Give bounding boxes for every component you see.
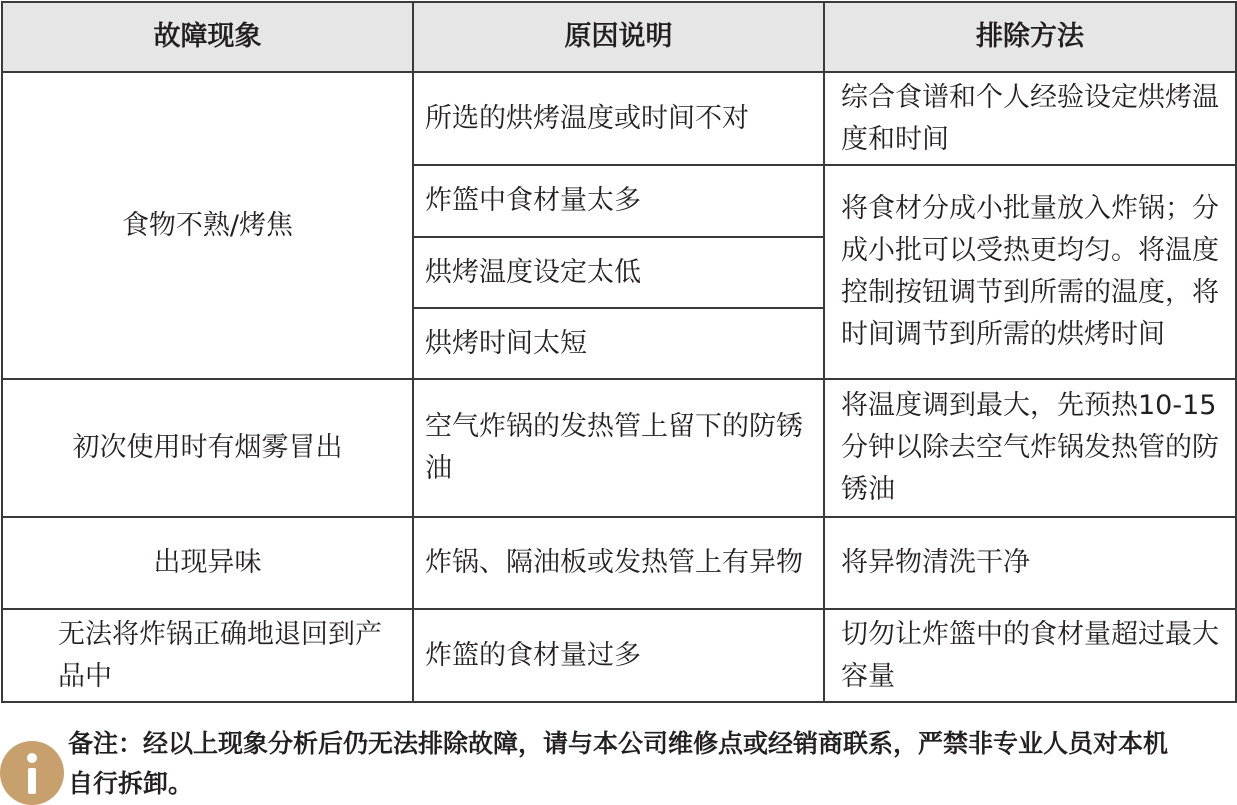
note-text: 备注：经以上现象分析后仍无法排除故障，请与本公司维修点或经销商联系，严禁非专业人员对本机自行拆卸。 bbox=[68, 729, 1169, 798]
solution-cell: 将食材分成小批量放入炸锅；分成小批可以受热更均匀。将温度控制按钮调节到所需的温度，将时间调节到所需的烘烤时间 bbox=[824, 165, 1236, 379]
symptom-cell: 食物不熟/烤焦 bbox=[2, 72, 413, 379]
solution-cell: 将异物清洗干净 bbox=[824, 517, 1236, 609]
cause-cell: 空气炸锅的发热管上留下的防锈油 bbox=[413, 379, 824, 517]
header-symptom: 故障现象 bbox=[2, 2, 413, 72]
table-row bbox=[2, 379, 1236, 517]
solution-cell: 切勿让炸篮中的食材量超过最大容量 bbox=[824, 609, 1236, 702]
cause-cell: 炸篮中食材量太多 bbox=[413, 165, 824, 237]
table-row bbox=[2, 517, 1236, 609]
cause-cell: 炸篮的食材量过多 bbox=[413, 609, 824, 702]
note-box bbox=[0, 720, 1237, 805]
symptom-cell: 初次使用时有烟雾冒出 bbox=[2, 379, 413, 517]
header-cause: 原因说明 bbox=[413, 2, 824, 72]
solution-cell: 综合食谱和个人经验设定烘烤温度和时间 bbox=[824, 72, 1236, 165]
symptom-cell: 无法将炸锅正确地退回到产品中 bbox=[2, 609, 413, 702]
symptom-cell: 出现异味 bbox=[2, 517, 413, 609]
cause-cell: 所选的烘烤温度或时间不对 bbox=[413, 72, 824, 165]
cause-cell: 炸锅、隔油板或发热管上有异物 bbox=[413, 517, 824, 609]
solution-cell: 将温度调到最大，先预热10-15分钟以除去空气炸锅发热管的防锈油 bbox=[824, 379, 1236, 517]
troubleshooting-table bbox=[1, 1, 1237, 703]
header-solution: 排除方法 bbox=[824, 2, 1236, 72]
table-header-row bbox=[2, 2, 1236, 72]
cause-cell: 烘烤温度设定太低 bbox=[413, 237, 824, 308]
info-icon bbox=[0, 741, 64, 805]
table-row bbox=[2, 72, 1236, 165]
cause-cell: 烘烤时间太短 bbox=[413, 308, 824, 379]
table-row bbox=[2, 609, 1236, 702]
